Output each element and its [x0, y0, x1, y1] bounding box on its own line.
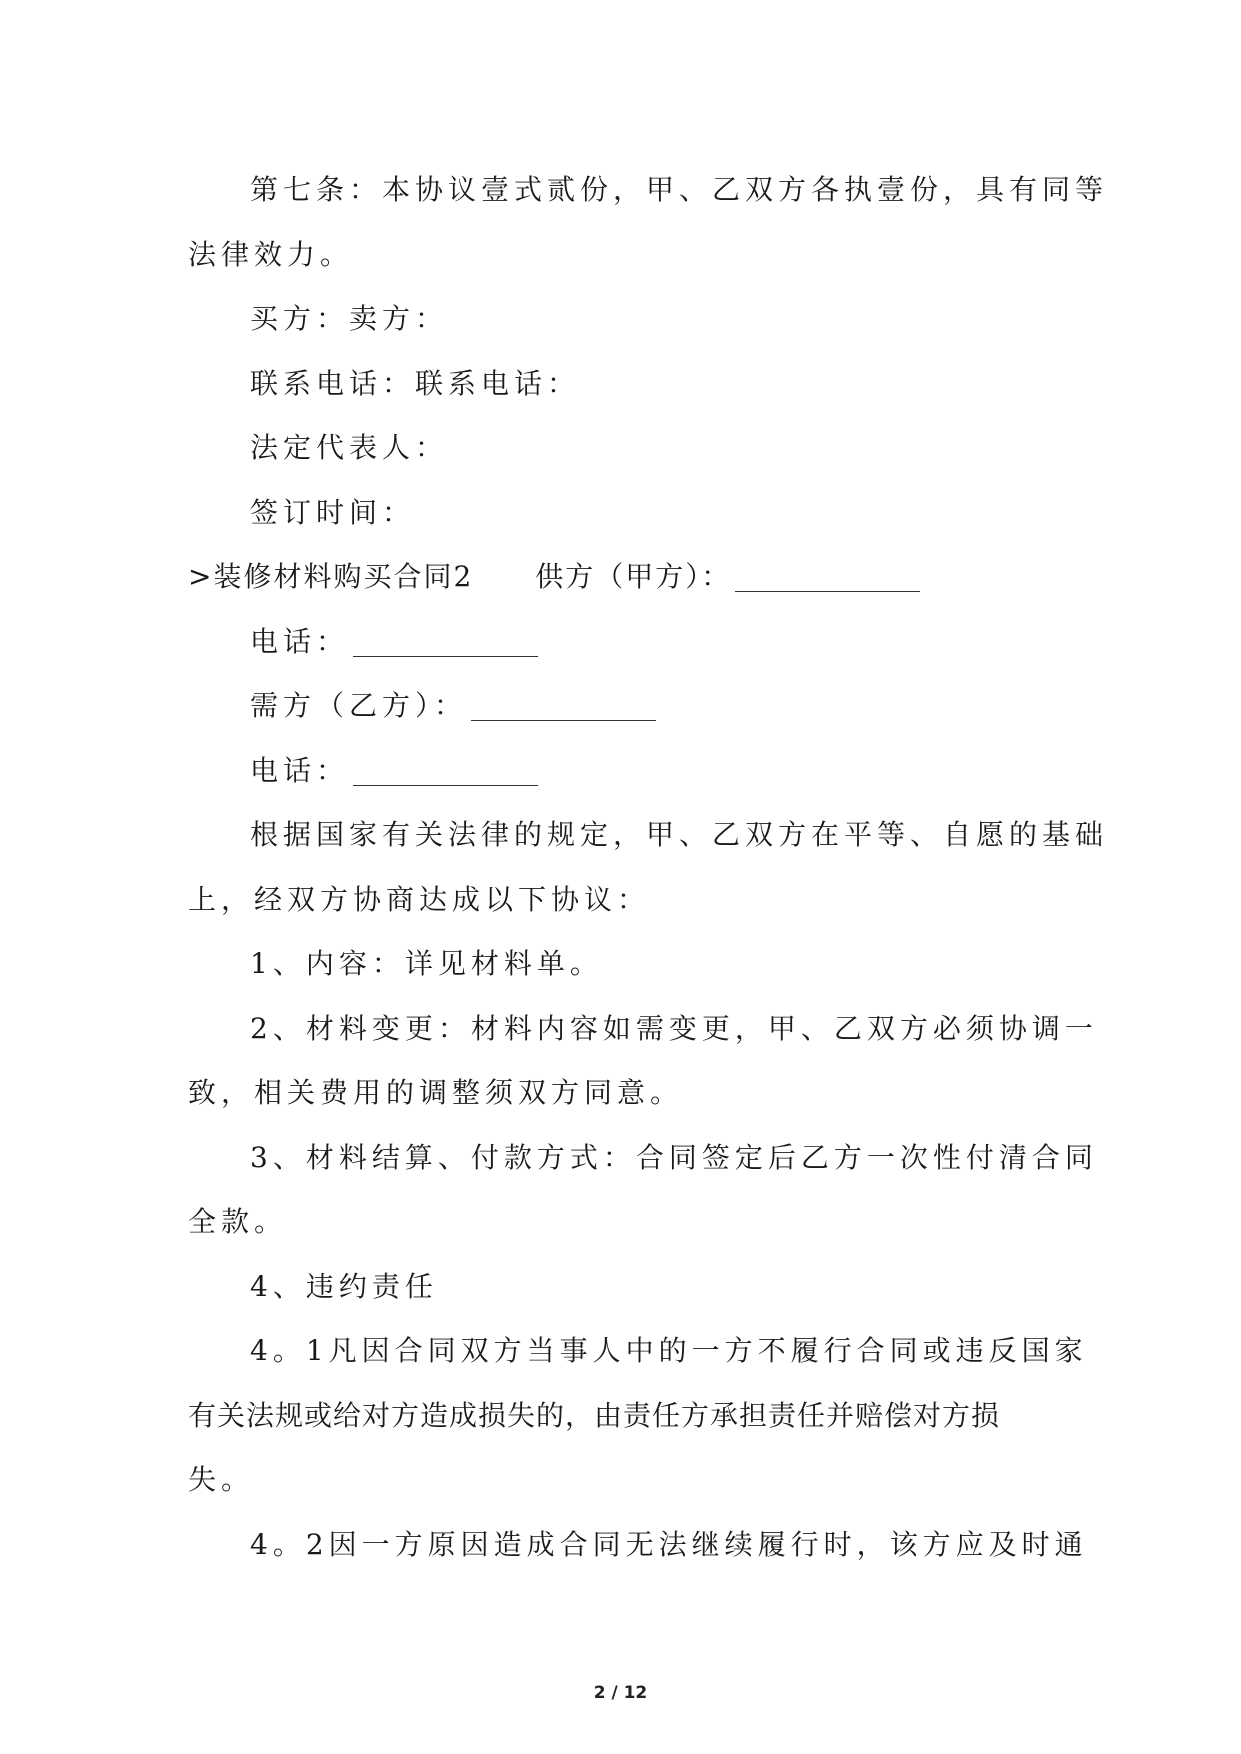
- text-line: 根据国家有关法律的规定，甲、乙双方在平等、自愿的基础: [250, 818, 1109, 851]
- clause-line: 4。1凡因合同双方当事人中的一方不履行合同或违反国家: [250, 1334, 1088, 1367]
- clause-line: 4。2因一方原因造成合同无法继续履行时，该方应及时通: [250, 1527, 1088, 1561]
- buyer-seller-line: 买方：卖方：: [250, 302, 449, 335]
- phone-blank: [353, 755, 538, 786]
- buyer-blank: [471, 690, 656, 721]
- clause-line: 3、材料结算、付款方式：合同签定后乙方一次性付清合同: [250, 1140, 1098, 1174]
- document-body: [188, 158, 1109, 1577]
- supplier-blank: [735, 561, 920, 592]
- clause-line: 1、内容：详见材料单。: [250, 947, 603, 980]
- phone-line: 联系电话：联系电话：: [250, 366, 581, 400]
- text-line: 致，相关费用的调整须双方同意。: [188, 1076, 684, 1109]
- buyer-line: [188, 674, 1058, 739]
- text-line: 法律效力。: [188, 237, 354, 271]
- clause-heading: 4、违约责任: [250, 1269, 438, 1303]
- text-line: 全款。: [188, 1205, 288, 1238]
- text-line: 第七条：本协议壹式贰份，甲、乙双方各执壹份，具有同等: [250, 173, 1109, 206]
- clause-line: 2、材料变更：材料内容如需变更，甲、乙双方必须协调一: [250, 1011, 1098, 1045]
- supplier-label: 供方（甲方）：: [535, 560, 732, 593]
- legal-representative-line: 法定代表人：: [250, 431, 449, 464]
- text-line: 有关法规或给对方造成损失的，由责任方承担责任并赔偿对方损: [188, 1398, 1001, 1432]
- signing-date-line: 签订时间：: [250, 495, 416, 529]
- contract-heading-line: [188, 545, 1058, 610]
- field-label: 电话：: [250, 624, 350, 658]
- text-line: 上，经双方协商达成以下协议：: [188, 882, 651, 916]
- supplier-phone-line: [188, 610, 1058, 675]
- buyer-phone-line: [188, 739, 1058, 804]
- field-label: 需方（乙方）：: [250, 689, 468, 722]
- text-line: 失。: [188, 1463, 255, 1496]
- phone-blank: [353, 626, 538, 657]
- page-number: 2 / 12: [593, 1683, 648, 1703]
- field-label: 电话：: [250, 753, 350, 787]
- contract-title: >装修材料购买合同2: [188, 560, 474, 593]
